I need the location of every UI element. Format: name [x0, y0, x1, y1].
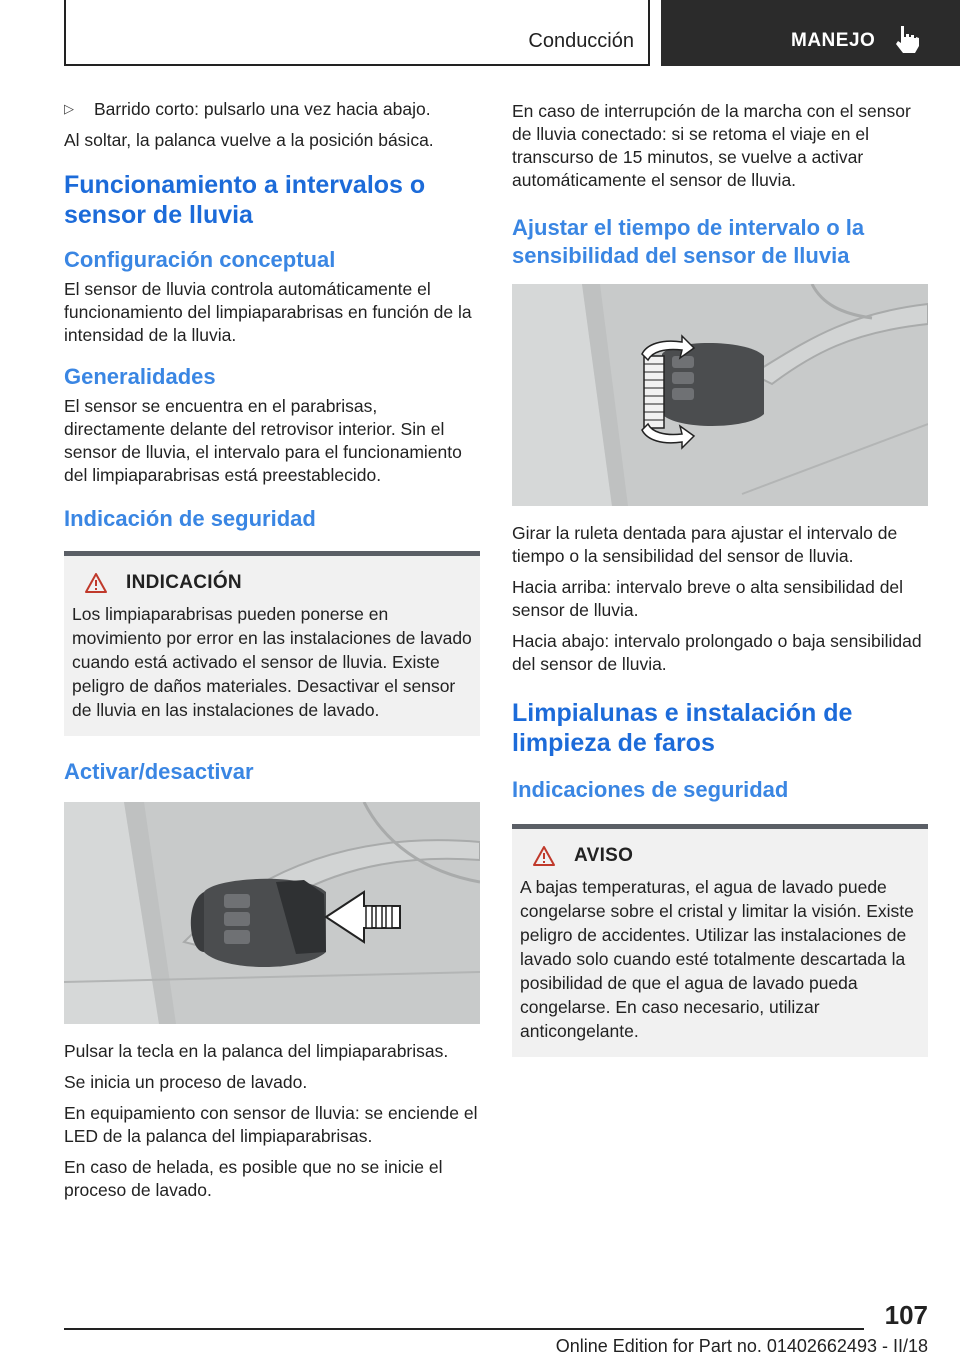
paragraph: El sensor se encuentra en el parabrisas, directamente delante del retrovisor interior. Sin el sensor de lluvia, el intervalo para el funcionamiento del limpiaparabrisas está preestablecido.: [64, 396, 462, 485]
paragraph: En equipamiento con sensor de lluvia: se enciende el LED de la palanca del limpiaparabrisas.: [64, 1103, 478, 1146]
paragraph: El sensor de lluvia controla automáticamente el funcionamiento del limpiaparabrisas en función de la intensidad de la lluvia.: [64, 279, 472, 345]
page-number: 107: [884, 1300, 928, 1330]
subsection-heading: Configuración conceptual: [64, 247, 336, 272]
chapter-tab: [661, 0, 960, 66]
notice-header: [84, 572, 472, 594]
warning-header: [532, 845, 920, 867]
page-header: [0, 0, 960, 66]
paragraph: Pulsar la tecla en la palanca del limpiaparabrisas.: [64, 1041, 449, 1061]
paragraph: Hacia abajo: intervalo prolongado o baja sensibilidad del sensor de lluvia.: [512, 631, 922, 674]
subsection-heading: Indicaciones de seguridad: [512, 777, 789, 802]
paragraph: Al soltar, la palanca vuelve a la posición básica.: [64, 130, 434, 150]
paragraph: Hacia arriba: intervalo breve o alta sensibilidad del sensor de lluvia.: [512, 577, 904, 620]
subsection-heading: Indicación de seguridad: [64, 506, 316, 531]
warning-title: AVISO: [574, 845, 634, 866]
warning-box: [512, 824, 928, 1057]
paragraph: En caso de interrupción de la marcha con el sensor de lluvia conectado: si se retoma el viaje en el transcurso de 15 minutos, se vuelve a activar automáticamente el sensor de lluvia.: [512, 101, 911, 190]
warning-triangle-icon: [532, 845, 556, 867]
section-box: [64, 0, 650, 66]
subsection-heading: Ajustar el tiempo de intervalo o la sensibilidad del sensor de lluvia: [512, 215, 865, 268]
chapter-tab-label: MANEJO: [791, 30, 876, 51]
left-column: [64, 98, 480, 1210]
bullet-text: Barrido corto: pulsarlo una vez hacia abajo.: [94, 99, 431, 119]
warning-text: A bajas temperaturas, el agua de lavado puede congelarse sobre el cristal y limitar la visión. Existe peligro de accidentes. Utilizar las instalaciones de lavado solo cuando esté totalmente descartada la posibilidad de que el agua de lavado pueda congelarse. En caso necesario, utilizar anticongelante.: [520, 877, 914, 1041]
wiper-thumbwheel-illustration: [512, 284, 928, 506]
list-item: [64, 98, 480, 129]
subsection-heading: Activar/desactivar: [64, 759, 254, 784]
paragraph: Girar la ruleta dentada para ajustar el intervalo de tiempo o la sensibilidad del sensor de lluvia.: [512, 523, 898, 566]
right-column: [512, 100, 928, 1065]
wiper-stalk-button-illustration: [64, 802, 480, 1024]
stalk-press-drawing: [64, 802, 480, 1024]
footer-divider: [64, 1328, 864, 1330]
edition-line: Online Edition for Part no. 01402662493 - II/18: [555, 1336, 928, 1356]
section-heading: Funcionamiento a intervalos o sensor de lluvia: [64, 171, 426, 229]
bullet-triangle-icon: ▷: [64, 101, 74, 116]
warning-triangle-icon: [84, 572, 108, 594]
notice-box: [64, 551, 480, 736]
section-title: Conducción: [528, 30, 634, 52]
paragraph: En caso de helada, es posible que no se inicie el proceso de lavado.: [64, 1157, 443, 1200]
paragraph: Se inicia un proceso de lavado.: [64, 1072, 308, 1092]
hand-pointer-icon: [893, 24, 921, 54]
subsection-heading: Generalidades: [64, 364, 216, 389]
notice-title: INDICACIÓN: [126, 572, 242, 593]
notice-text: Los limpiaparabrisas pueden ponerse en movimiento por error en las instalaciones de lavado cuando está activado el sensor de lluvia. Existe peligro de daños materiales. Desactivar el sensor de lluvia en las instalaciones de lavado.: [72, 604, 472, 720]
section-heading: Limpialunas e instalación de limpieza de faros: [512, 699, 853, 757]
thumbwheel-drawing: [512, 284, 928, 506]
